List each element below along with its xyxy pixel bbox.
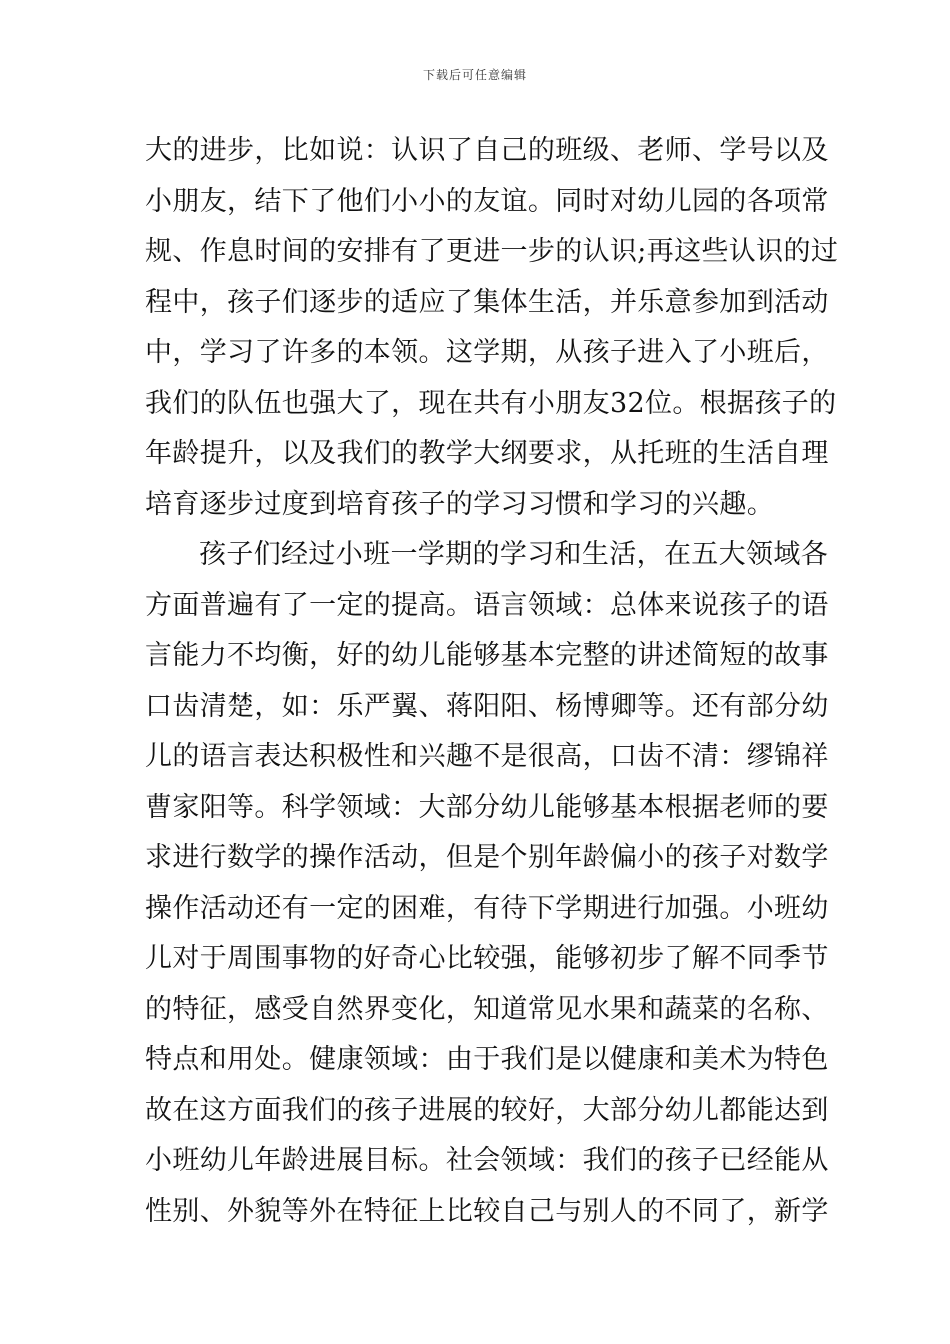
- text-line: 儿对于周围事物的好奇心比较强，能够初步了解不同季节: [145, 943, 829, 974]
- header-note: 下载后可任意编辑: [422, 68, 527, 82]
- text-line: 孩子们经过小班一学期的学习和生活，在五大领域各: [199, 539, 829, 570]
- text-line: 方面普遍有了一定的提高。语言领域：总体来说孩子的语: [145, 589, 829, 621]
- text-line: 年龄提升，以及我们的教学大纲要求，从托班的生活自理: [145, 438, 829, 469]
- text-line: 规、作息时间的安排有了更进一步的认识;再这些认识的过: [145, 236, 839, 267]
- text-line: 性别、外貌等外在特征上比较自己与别人的不同了，新学: [145, 1195, 829, 1227]
- text-line: 大的进步，比如说：认识了自己的班级、老师、学号以及: [145, 135, 829, 166]
- paragraph-2: [145, 530, 829, 1237]
- text-line: 口齿清楚，如：乐严翼、蒋阳阳、杨博卿等。还有部分幼: [145, 690, 829, 722]
- body-text: [145, 126, 839, 1237]
- text-line: 求进行数学的操作活动，但是个别年龄偏小的孩子对数学: [145, 842, 829, 873]
- text-line: 言能力不均衡，好的幼儿能够基本完整的讲述简短的故事: [145, 640, 829, 671]
- text-line: 的特征，感受自然界变化，知道常见水果和蔬菜的名称、: [145, 993, 829, 1025]
- text-line: 程中，孩子们逐步的适应了集体生活，并乐意参加到活动: [145, 286, 829, 318]
- text-line: 故在这方面我们的孩子进展的较好，大部分幼儿都能达到: [145, 1094, 829, 1126]
- text-line: 中，学习了许多的本领。这学期，从孩子进入了小班后，: [145, 337, 829, 368]
- text-line: 儿的语言表达积极性和兴趣不是很高，口齿不清：缪锦祥: [145, 741, 829, 772]
- text-line: 小班幼儿年龄进展目标。社会领域：我们的孩子已经能从: [145, 1145, 829, 1176]
- text-line: 小朋友，结下了他们小小的友谊。同时对幼儿园的各项常: [145, 185, 829, 217]
- text-line: 操作活动还有一定的困难，有待下学期进行加强。小班幼: [145, 892, 829, 924]
- text-line: 特点和用处。健康领域：由于我们是以健康和美术为特色: [145, 1044, 829, 1075]
- text-line: 培育逐步过度到培育孩子的学习习惯和学习的兴趣。: [145, 488, 775, 520]
- text-line: 我们的队伍也强大了，现在共有小朋友32位。根据孩子的: [145, 387, 837, 419]
- paragraph-1: [145, 126, 839, 530]
- text-line: 曹家阳等。科学领域：大部分幼儿能够基本根据老师的要: [145, 791, 829, 823]
